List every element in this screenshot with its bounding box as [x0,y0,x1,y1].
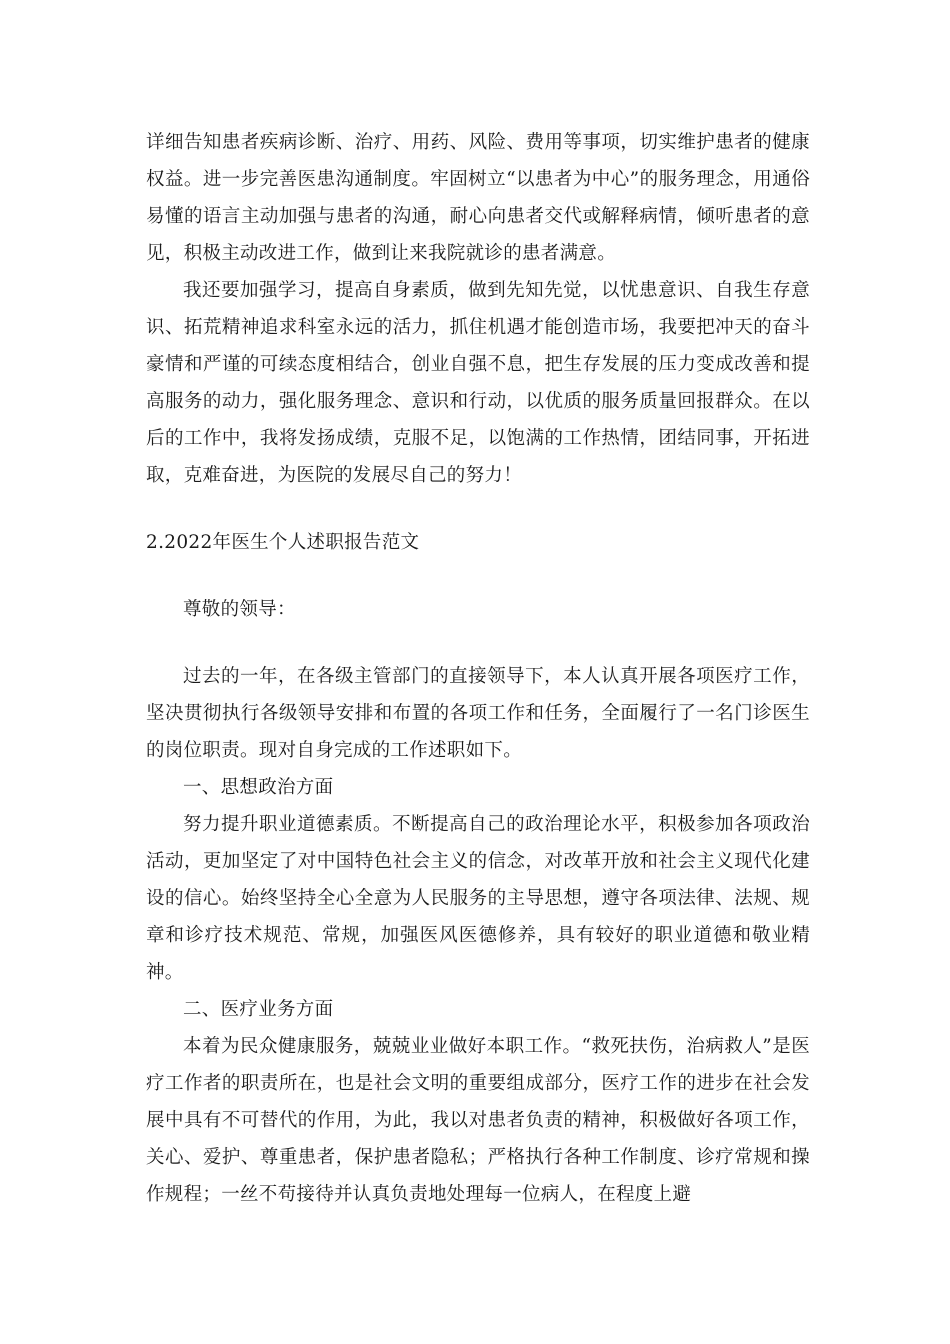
document-body [146,124,810,1213]
heading-medical-business: 二、医疗业务方面 [183,999,334,1020]
paragraph-self-improvement: 我还要加强学习，提高自身素质，做到先知先觉，以忧患意识、自我生存意识、拓荒精神追求科室永远的活力，抓住机遇才能创造市场，我要把冲天的奋斗豪情和严谨的可续态度相结合，创业自强不息，把生存发展的压力变成改善和提高服务的动力，强化服务理念、意识和行动，以优质的服务质量回报群众。在以后的工作中，我将发扬成绩，克服不足，以饱满的工作热情，团结同事，开拓进取，克难奋进，为医院的发展尽自己的努力！ [146,280,810,486]
paragraph-political-thought: 努力提升职业道德素质。不断提高自己的政治理论水平，积极参加各项政治活动，更加坚定了对中国特色社会主义的信念，对改革开放和社会主义现代化建设的信心。始终坚持全心全意为人民服务的主导思想，遵守各项法律、法规、规章和诊疗技术规范、常规，加强医风医德修养，具有较好的职业道德和敬业精神。 [146,814,810,983]
heading-political-thought: 一、思想政治方面 [183,777,334,798]
paragraph-patient-communication: 详细告知患者疾病诊断、治疗、用药、风险、费用等事项，切实维护患者的健康权益。进一步完善医患沟通制度。牢固树立“以患者为中心”的服务理念，用通俗易懂的语言主动加强与患者的沟通，耐心向患者交代或解释病情，倾听患者的意见，积极主动改进工作，做到让来我院就诊的患者满意。 [146,132,810,264]
paragraph-intro: 过去的一年，在各级主管部门的直接领导下，本人认真开展各项医疗工作，坚决贯彻执行各级领导安排和布置的各项工作和任务，全面履行了一名门诊医生的岗位职责。现对自身完成的工作述职如下。 [146,666,810,761]
section-title: 2.2022年医生个人述职报告范文 [146,532,420,553]
paragraph-medical-business: 本着为民众健康服务，兢兢业业做好本职工作。“救死扶伤，治病救人”是医疗工作者的职责所在，也是社会文明的重要组成部分，医疗工作的进步在社会发展中具有不可替代的作用，为此，我以对患者负责的精神，积极做好各项工作，关心、爱护、尊重患者，保护患者隐私；严格执行各种工作制度、诊疗常规和操作规程；一丝不苟接待并认真负责地处理每一位病人，在程度上避 [146,1036,810,1205]
salutation: 尊敬的领导： [183,599,296,620]
